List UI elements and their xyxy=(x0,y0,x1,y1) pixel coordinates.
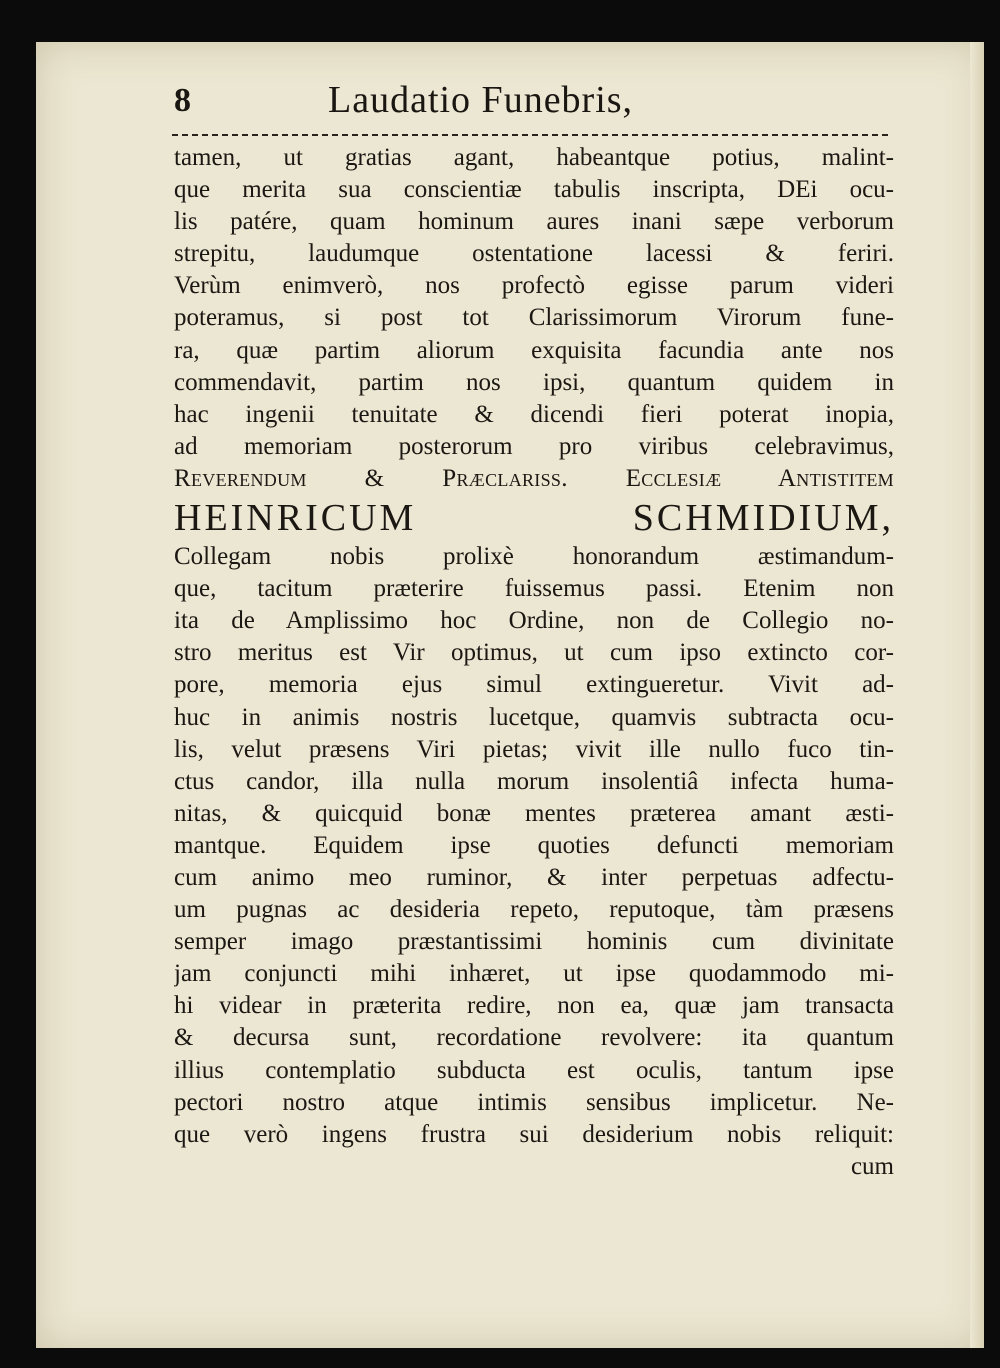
text-line: illius contemplatio subducta est oculis, tantum ipse xyxy=(174,1056,894,1084)
text-line: mantque. Equidem ipse quoties defuncti memoriam xyxy=(174,831,894,859)
text-line: um pugnas ac desideria repeto, reputoque, tàm præsens xyxy=(174,896,894,924)
text-line: lis, velut præsens Viri pietas; vivit ille nullo fuco tin- xyxy=(174,735,894,763)
text-line: pectori nostro atque intimis sensibus implicetur. Ne- xyxy=(174,1088,894,1116)
text-line: pore, memoria ejus simul extingueretur. Vivit ad- xyxy=(174,671,894,699)
text-line: tamen, ut gratias agant, habeantque potius, malint- xyxy=(174,144,894,171)
text-line: Verùm enimverò, nos profectò egisse parum videri xyxy=(174,272,894,300)
text-line: ra, quæ partim aliorum exquisita facundia ante nos xyxy=(174,336,894,364)
text-line: hac ingenii tenuitate & dicendi fieri poterat inopia, xyxy=(174,400,894,428)
text-line: stro meritus est Vir optimus, ut cum ipso extincto cor- xyxy=(174,639,894,667)
text-line: que merita sua conscientiæ tabulis inscripta, DEi ocu- xyxy=(174,176,894,204)
body-text xyxy=(174,142,894,1183)
text-line: nitas, & quicquid bonæ mentes præterea amant æsti- xyxy=(174,799,894,827)
text-line: poteramus, si post tot Clarissimorum Virorum fune- xyxy=(174,304,894,332)
book-page xyxy=(36,42,984,1348)
text-line: Collegam nobis prolixè honorandum æstimandum- xyxy=(174,543,894,571)
text-line: que verò ingens frustra sui desiderium nobis reliquit: xyxy=(174,1120,894,1148)
display-name-line: HEINRICUM SCHMIDIUM, xyxy=(174,497,894,540)
text-line: & decursa sunt, recordatione revolvere: ita quantum xyxy=(174,1024,894,1052)
page-edge-shadow xyxy=(970,42,984,1348)
text-line: strepitu, laudumque ostentatione lacessi & feriri. xyxy=(174,240,894,268)
text-line: semper imago præstantissimi hominis cum divinitate xyxy=(174,928,894,956)
text-line: que, tacitum præterire fuissemus passi. Etenim non xyxy=(174,575,894,603)
text-line: hi videar in præterita redire, non ea, quæ jam transacta xyxy=(174,992,894,1020)
text-line: ctus candor, illa nulla morum insolentiâ infecta huma- xyxy=(174,767,894,795)
catchword: cum xyxy=(850,1152,894,1180)
running-head xyxy=(174,78,894,128)
text-line-small-caps: Reverendum & Præclariss. Ecclesiæ Antistitem xyxy=(174,464,894,492)
text-line: ad memoriam posterorum pro viribus celebravimus, xyxy=(174,432,894,460)
page-number: 8 xyxy=(174,82,191,119)
text-line: ita de Amplissimo hoc Ordine, non de Collegio no- xyxy=(174,607,894,635)
text-line: lis patére, quam hominum aures inani sæpe verborum xyxy=(174,208,894,236)
text-line: jam conjuncti mihi inhæret, ut ipse quodammodo mi- xyxy=(174,960,894,988)
text-line: commendavit, partim nos ipsi, quantum quidem in xyxy=(174,368,894,396)
text-line: cum animo meo ruminor, & inter perpetuas adfectu- xyxy=(174,863,894,891)
text-line: huc in animis nostris lucetque, quamvis subtracta ocu- xyxy=(174,703,894,731)
header-rule xyxy=(172,134,888,136)
running-title: Laudatio Funebris, xyxy=(328,79,634,121)
